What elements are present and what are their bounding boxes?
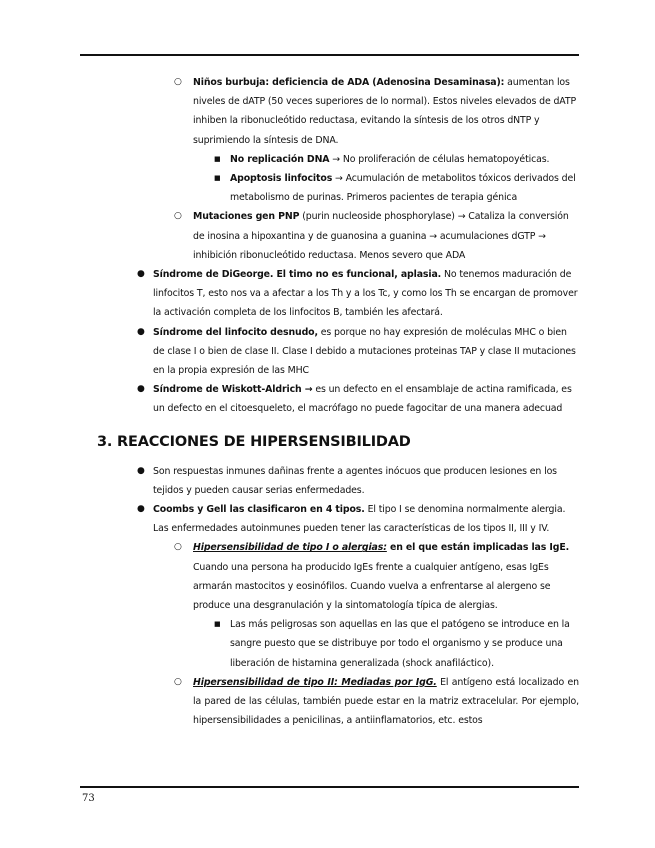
- apoptosis-text: → Acumulación de metabolitos tóxicos derivados del metabolismo de purinas. Primeros pacientes de terapia génica: [230, 173, 576, 204]
- circle-bullet-icon: ○: [174, 77, 182, 87]
- bullet-icon: ●: [137, 465, 145, 476]
- bullet-icon: ●: [137, 269, 145, 280]
- list-item-ninos-burbuja: [80, 73, 579, 150]
- page-content: [80, 73, 579, 731]
- tipo-2-text: El antígeno está localizado en la pared de las células, también puede estar en la matriz extracelular. Por ejemplo, hipersensibilidades a penicilinas, a antiinflamatorios, etc. estos: [193, 676, 579, 727]
- pnp-title: Mutaciones gen PNP: [193, 211, 300, 223]
- list-item-no-replicacion: [80, 150, 579, 169]
- apoptosis-title: Apoptosis linfocitos: [230, 173, 333, 185]
- pnp-text: (purin nucleoside phosphorylase) → Cataliza la conversión de inosina a hipoxantina y de guanosina a guanina → acumulaciones dGTP → inhibición ribonucleótido reductasa. Menos severo que ADA: [193, 211, 569, 261]
- list-item-digeorge: [80, 265, 579, 323]
- tipo-2-title: Hipersensibilidad de tipo II: Mediadas por IgG.: [193, 676, 437, 688]
- linfocito-desnudo-title: Síndrome del linfocito desnudo,: [153, 326, 318, 338]
- list-item-coombs-gell: [80, 500, 579, 538]
- sublist-tipo-1-detail: [80, 615, 579, 673]
- sublist-tipo-2: [80, 673, 579, 731]
- digeorge-title: Síndrome de DiGeorge. El timo no es funcional, aplasia.: [153, 269, 442, 281]
- list-item-wiskott-aldrich: [80, 380, 579, 418]
- sublist-tipo-1: [80, 538, 579, 615]
- list-item-tipo-2: [80, 673, 579, 731]
- list-syndromes: [80, 265, 579, 419]
- square-bullet-icon: ■: [214, 174, 221, 183]
- square-bullet-icon: ■: [214, 154, 221, 163]
- ninos-title: Niños burbuja: deficiencia de ADA (Adenosina Desaminasa):: [193, 77, 505, 88]
- ninos-text: aumentan los niveles de dATP (50 veces superiores de lo normal). Estos niveles elevados de dATP inhiben la ribonucleótido reductasa, evitando la síntesis de los otros dNTP y suprimiendo la síntesis de DNA.: [193, 77, 577, 146]
- wiskott-aldrich-text: es un defecto en el ensamblaje de actina ramificada, es un defecto en el citoesqueleto, el macrófago no puede fagocitar de una manera adecuad: [153, 384, 572, 415]
- wiskott-aldrich-title: Síndrome de Wiskott-Aldrich →: [153, 384, 313, 396]
- tipo-1-title: Hipersensibilidad de tipo I o alergias:: [193, 542, 387, 554]
- tipo-1-bold-text: en el que están implicadas las IgE.: [386, 542, 570, 554]
- bullet-icon: ●: [137, 504, 145, 515]
- sublist-immunodeficiencies: [80, 73, 579, 150]
- list-item-apoptosis: [80, 169, 579, 207]
- no-replicacion-title: No replicación DNA: [230, 153, 330, 165]
- circle-bullet-icon: ○: [174, 542, 182, 553]
- digeorge-text: No tenemos maduración de linfocitos T, esto nos va a afectar a los Th y a los Tc, y como los Th se encargan de promover la activación completa de los linfocitos B, también les afectará.: [153, 269, 578, 319]
- footer-rule: [80, 786, 579, 788]
- list-item-intro: [80, 462, 579, 500]
- square-bullet-icon: ■: [214, 620, 221, 629]
- list-item-linfocito-desnudo: [80, 323, 579, 381]
- page-number: 73: [82, 793, 95, 804]
- tipo-1-sub-text: Las más peligrosas son aquellas en las que el patógeno se introduce en la sangre puesto que se distribuye por todo el organismo y se produce una liberación de histamina generalizada (shock anafiláctico).: [230, 619, 570, 669]
- coombs-title: Coombs y Gell las clasificaron en 4 tipos.: [153, 504, 365, 516]
- sublist-pnp: [80, 207, 579, 265]
- intro-text: Son respuestas inmunes dañinas frente a agentes inócuos que producen lesiones en los tejidos y pueden causar serias enfermedades.: [153, 465, 557, 496]
- list-item-pnp: [80, 207, 579, 265]
- bullet-icon: ●: [137, 326, 145, 337]
- bullet-icon: ●: [137, 384, 145, 395]
- tipo-1-text: Cuando una persona ha producido IgEs frente a cualquier antígeno, esas IgEs armarán mastocitos y eosinófilos. Cuando vuelva a enfrentarse al alergeno se produce una desgranulación y la sintomatología típica de alergias.: [193, 561, 551, 612]
- list-item-tipo-1-peligrosas: [80, 615, 579, 673]
- coombs-text: El tipo I se denomina normalmente alergia. Las enfermedades autoinmunes pueden tener las características de los tipos II, III y IV.: [153, 504, 566, 535]
- section-heading-hipersensibilidad: 3. REACCIONES DE HIPERSENSIBILIDAD: [97, 433, 411, 450]
- no-replicacion-text: → No proliferación de células hematopoyéticas.: [329, 153, 550, 165]
- sublist-ada-effects: [80, 150, 579, 208]
- linfocito-desnudo-text: es porque no hay expresión de moléculas MHC o bien de clase I o bien de clase II. Clase I debido a mutaciones proteinas TAP y clase II mutaciones en la propia expresión de las MHC: [153, 326, 576, 377]
- circle-bullet-icon: ○: [174, 211, 182, 222]
- list-item-tipo-1: [80, 538, 579, 615]
- header-rule: [80, 54, 579, 56]
- circle-bullet-icon: ○: [174, 676, 182, 687]
- list-hipersensibilidad: [80, 462, 579, 539]
